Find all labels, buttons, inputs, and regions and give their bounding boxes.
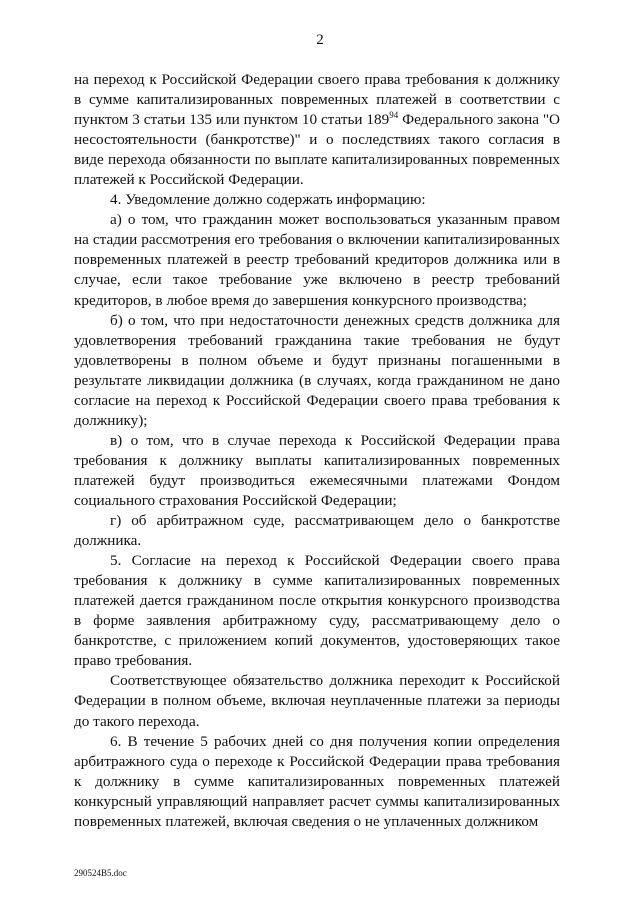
superscript: 94	[389, 110, 399, 121]
paragraph-continuation	[74, 70, 560, 190]
document-body	[74, 70, 560, 832]
footer-doc-code: 290524B5.doc	[74, 868, 127, 878]
paragraph-subitem-v: в) о том, что в случае перехода к Российской Федерации права требования к должнику выплаты капитализированных повременных платежей будут производиться ежемесячными платежами Фондом социального страхования Российской Федерации;	[74, 431, 560, 509]
paragraph-text: на переход к Российской Федерации своего права требования к должнику в сумме капитализированных повременных платежей в соответствии с пунктом 3 статьи 135 или пунктом 10 статьи 189	[74, 71, 560, 129]
paragraph-item-5: 5. Согласие на переход к Российской Федерации своего права требования к должнику в сумме капитализированных повременных платежей дается гражданином после открытия конкурсного производства в форме заявления арбитражному суду, рассматривающему дело о банкротстве, с приложением копий документов, удостоверяющих такое право требования.	[74, 552, 560, 670]
paragraph-item-6: 6. В течение 5 рабочих дней со дня получения копии определения арбитражного суда о переходе к Российской Федерации права требования к должнику в сумме капитализированных повременных платежей конкурсный управляющий направляет расчет суммы капитализированных повременных платежей, включая сведения о не уплаченных должником	[74, 732, 560, 830]
paragraph-subitem-b: б) о том, что при недостаточности денежных средств должника для удовлетворения требований гражданина такие требования не будут удовлетворены в полном объеме и будут признаны погашенными в результате ликвидации должника (в случаях, когда гражданином не дано согласие на переход к Российской Федерации своего права требования к должнику);	[74, 311, 560, 429]
paragraph-subitem-a: а) о том, что гражданин может воспользоваться указанным правом на стадии рассмотрения его требования о включении капитализированных повременных платежей в реестр требований кредиторов должника или в случае, если такое требование уже включено в реестр требований кредиторов, в любое время до завершения конкурсного производства;	[74, 211, 560, 309]
paragraph-text: Федерального закона "О несостоятельности (банкротстве)" и о последствиях такого согласия в виде перехода обязанности по выплате капитализированных повременных платежей к Российской Федерации.	[74, 111, 560, 189]
paragraph-item-4: 4. Уведомление должно содержать информацию:	[110, 191, 426, 209]
paragraph-subitem-g: г) об арбитражном суде, рассматривающем дело о банкротстве должника.	[74, 512, 560, 550]
page-number: 2	[316, 32, 324, 48]
paragraph-item-5-continued: Соответствующее обязательство должника переходит к Российской Федерации в полном объеме, включая неуплаченные платежи за периоды до такого перехода.	[74, 672, 560, 730]
